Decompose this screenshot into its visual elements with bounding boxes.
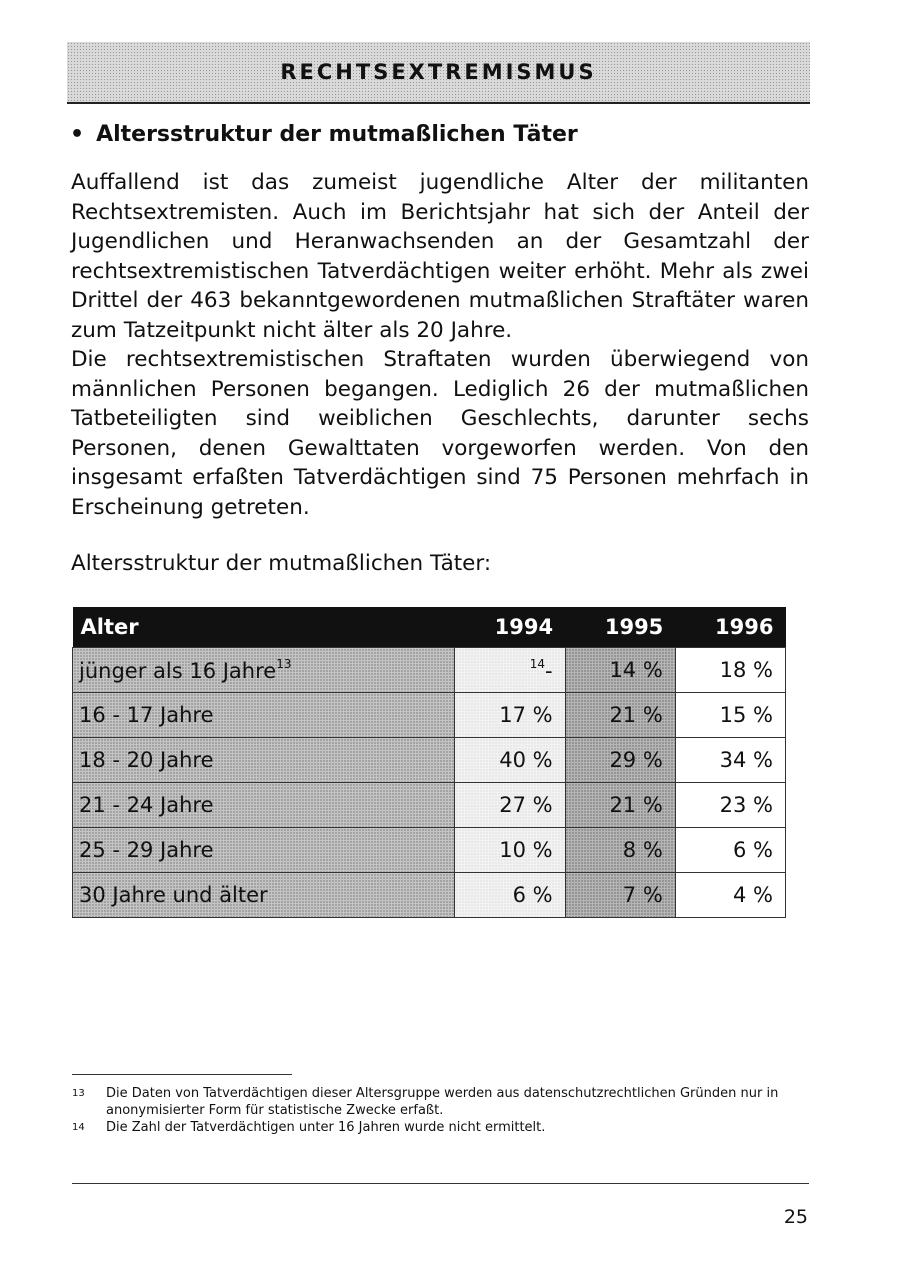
table-header-row	[73, 607, 786, 648]
cell-1995: 21 %	[565, 693, 675, 738]
footnote-text: Die Zahl der Tatverdächtigen unter 16 Jahren wurde nicht ermittelt.	[106, 1120, 546, 1135]
cell-1996: 6 %	[675, 828, 785, 873]
cell-1995: 21 %	[565, 783, 675, 828]
cell-1996: 18 %	[675, 648, 785, 693]
cell-1996: 34 %	[675, 738, 785, 783]
column-header-alter: Alter	[73, 607, 455, 648]
row-label: 16 - 17 Jahre	[73, 693, 455, 738]
table-row	[73, 648, 786, 693]
footnote-14	[72, 1119, 808, 1136]
cell-1994: 17 %	[455, 693, 565, 738]
cell-1995: 8 %	[565, 828, 675, 873]
body-text	[71, 168, 809, 522]
row-label	[73, 648, 455, 693]
bottom-divider	[72, 1183, 809, 1184]
page-number: 25	[783, 1206, 808, 1228]
cell-1996: 23 %	[675, 783, 785, 828]
paragraph-2: Die rechtsextremistischen Straftaten wurden überwiegend von männlichen Personen begangen. Lediglich 26 der mutmaßlichen Tatbeteiligten sind weiblichen Geschlechts, darunter sechs Personen, denen Gewalttaten vorgeworfen werden. Von den insgesamt erfaßten Tatverdächtigen sind 75 Personen mehrfach in Erscheinung getreten.	[71, 347, 809, 520]
table-row	[73, 828, 786, 873]
cell-1994: 27 %	[455, 783, 565, 828]
footnote-divider	[72, 1074, 292, 1075]
column-header-1996: 1996	[675, 607, 785, 648]
table-row	[73, 738, 786, 783]
table-row	[73, 783, 786, 828]
footnote-ref-13: 13	[276, 657, 292, 671]
footnote-number: 14	[72, 1122, 85, 1133]
column-header-1994: 1994	[455, 607, 565, 648]
cell-1994: 6 %	[455, 873, 565, 918]
footnote-number: 13	[72, 1088, 85, 1099]
table-row	[73, 873, 786, 918]
row-label: 30 Jahre und älter	[73, 873, 455, 918]
cell-1996: 4 %	[675, 873, 785, 918]
footnote-text: Die Daten von Tatverdächtigen dieser Altersgruppe werden aus datenschutzrechtlichen Gründen nur in anonymisierter Form für statistische Zwecke erfaßt.	[106, 1086, 779, 1118]
cell-1995: 7 %	[565, 873, 675, 918]
row-label: 18 - 20 Jahre	[73, 738, 455, 783]
table-caption: Altersstruktur der mutmaßlichen Täter:	[71, 551, 492, 576]
row-label-text: jünger als 16 Jahre	[79, 659, 277, 683]
footnotes	[72, 1085, 808, 1136]
age-structure-table	[72, 607, 786, 918]
cell-1994: 40 %	[455, 738, 565, 783]
footnote-13	[72, 1085, 808, 1119]
cell-1994	[455, 648, 565, 693]
paragraph-1: Auffallend ist das zumeist jugendliche Alter der militanten Rechtsextremisten. Auch im Berichtsjahr hat sich der Anteil der Jugendlichen und Heranwachsenden an der Gesamtzahl der rechtsextremistischen Tatverdächtigen weiter erhöht. Mehr als zwei Drittel der 463 bekanntgewordenen mutmaßlichen Straftäter waren zum Tatzeitpunkt nicht älter als 20 Jahre.	[71, 170, 809, 343]
cell-1995: 29 %	[565, 738, 675, 783]
footnote-ref-14: 14	[529, 657, 546, 671]
cell-1994-value: -	[545, 659, 553, 683]
table-row	[73, 693, 786, 738]
row-label: 21 - 24 Jahre	[73, 783, 455, 828]
section-heading-text: Altersstruktur der mutmaßlichen Täter	[96, 122, 578, 147]
page-header-title: RECHTSEXTREMISMUS	[280, 60, 597, 84]
column-header-1995: 1995	[565, 607, 675, 648]
cell-1995: 14 %	[565, 648, 675, 693]
section-heading	[70, 122, 578, 147]
bullet-icon: •	[70, 122, 85, 147]
header-band	[67, 42, 810, 104]
row-label: 25 - 29 Jahre	[73, 828, 455, 873]
cell-1996: 15 %	[675, 693, 785, 738]
cell-1994: 10 %	[455, 828, 565, 873]
